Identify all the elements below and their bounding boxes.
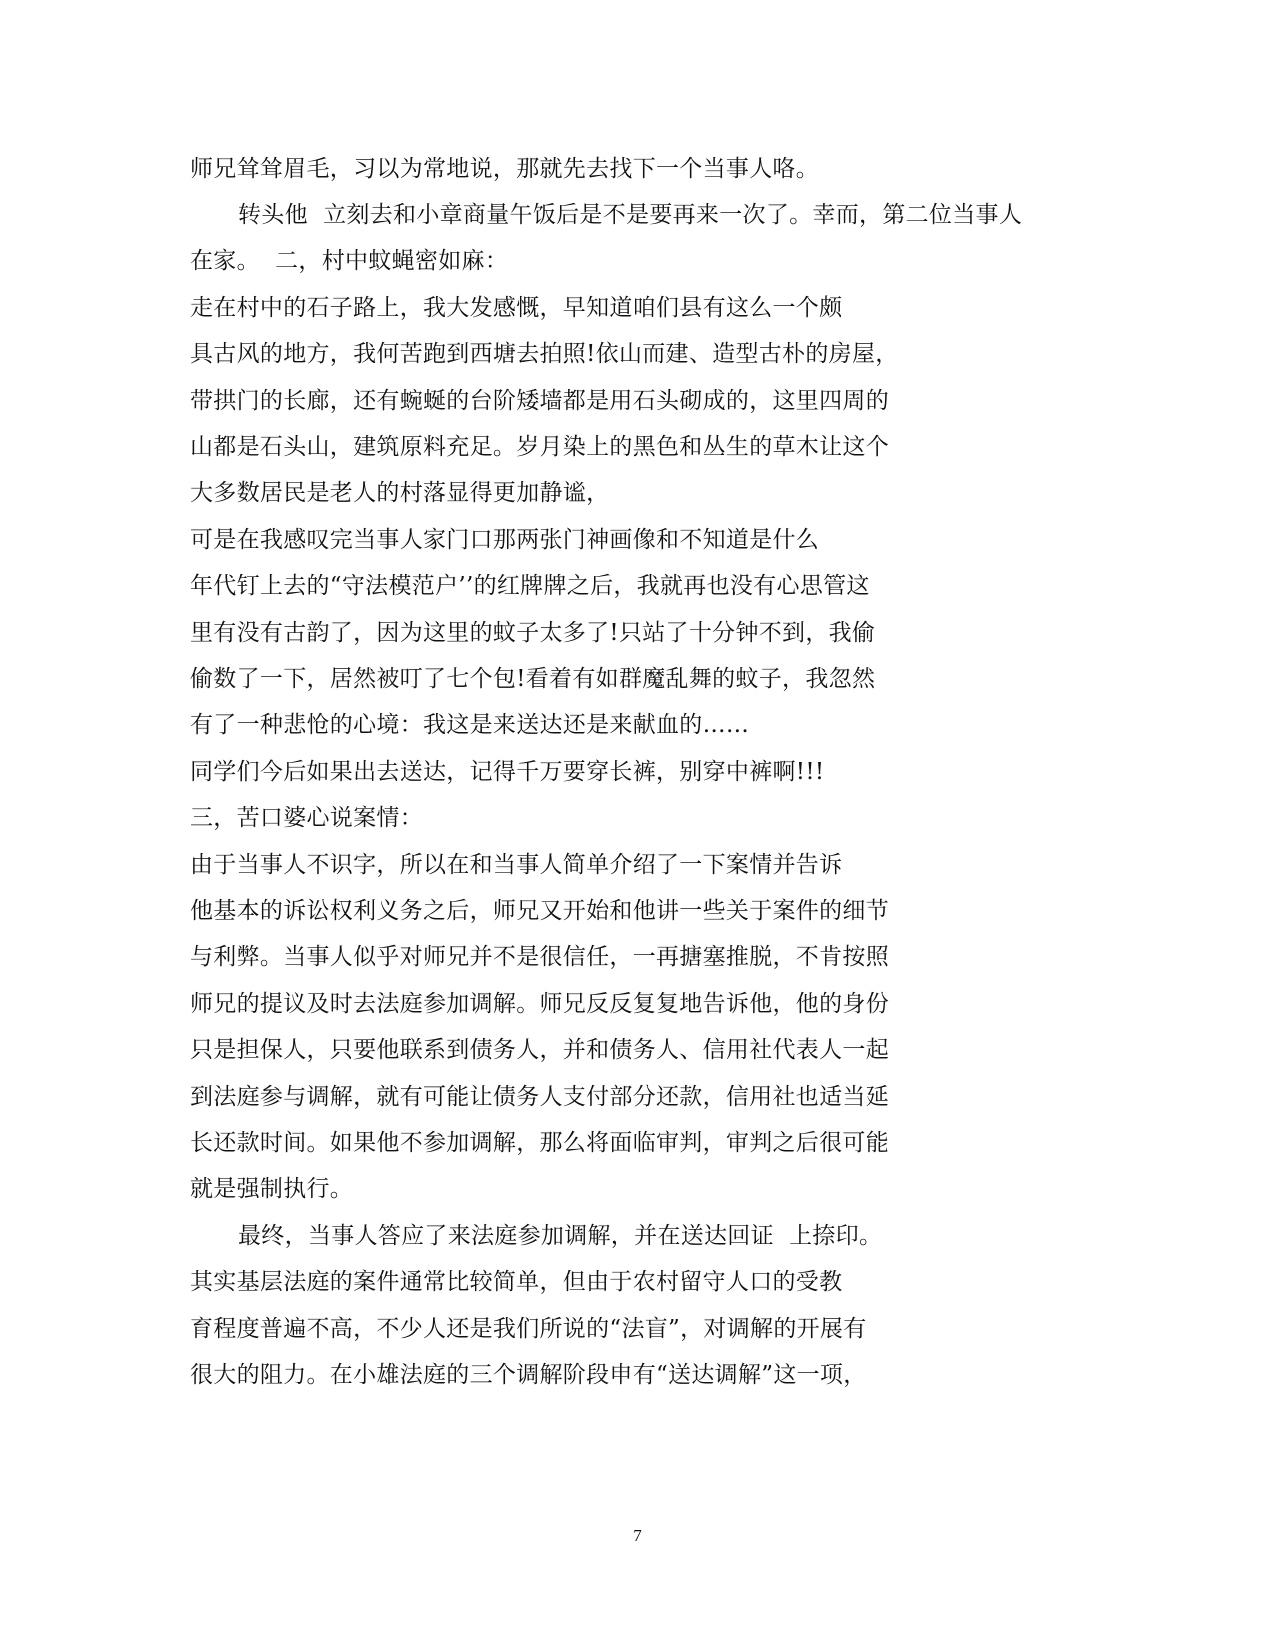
text-line: 同学们今后如果出去送达，记得千万要穿长裤，别穿中裤啊!!! [190,759,825,785]
text-line: 只是担保人，只要他联系到债务人，并和债务人、信用社代表人一起 [190,1037,889,1063]
text-line: 年代钉上去的“守法模范户’’的红牌牌之后，我就再也没有心思管这 [190,573,870,599]
text-line: 大多数居民是老人的村落显得更加静谧， [190,480,610,506]
text-line: 很大的阻力。在小雄法庭的三个调解阶段申有“送达调解”这一项， [190,1362,867,1388]
text-line: 他基本的诉讼权利义务之后，师兄又开始和他讲一些关于案件的细节 [190,898,889,924]
text-line: 育程度普遍不高，不少人还是我们所说的“法盲”，对调解的开展有 [190,1316,867,1342]
text-line: 到法庭参与调解，就有可能让债务人支付部分还款，信用社也适当延 [190,1084,889,1110]
text-line: 就是强制执行。 [190,1176,354,1202]
text-line: 最终，当事人答应了来法庭参加调解，并在送达回证 上捺印。 [238,1223,883,1249]
text-line: 带拱门的长廊，还有蜿蜒的台阶矮墙都是用石头砌成的，这里四周的 [190,388,889,414]
text-line: 其实基层法庭的案件通常比较简单，但由于农村留守人口的受教 [190,1269,843,1295]
text-line: 具古风的地方，我何苦跑到西塘去拍照!依山而建、造型古朴的房屋， [190,341,899,367]
text-line: 与利弊。当事人似乎对师兄并不是很信任，一再搪塞推脱，不肯按照 [190,944,889,970]
text-line: 师兄的提议及时去法庭参加调解。师兄反反复复地告诉他，他的身份 [190,991,889,1017]
text-line: 里有没有古韵了，因为这里的蚊子太多了!只站了十分钟不到，我偷 [190,620,876,646]
text-line: 师兄耸耸眉毛，习以为常地说，那就先去找下一个当事人咯。 [190,156,820,182]
text-line: 在家。 二，村中蚊蝇密如麻： [190,248,509,274]
text-line: 可是在我感叹完当事人家门口那两张门神画像和不知道是什么 [190,527,820,553]
text-line: 由于当事人不识字，所以在和当事人简单介绍了一下案情并告诉 [190,852,843,878]
text-line: 山都是石头山，建筑原料充足。岁月染上的黑色和丛生的草木让这个 [190,434,889,460]
text-line: 偷数了一下，居然被叮了七个包!看着有如群魔乱舞的蚊子，我忽然 [190,666,876,692]
section-heading: 三，苦口婆心说案情： [190,805,423,831]
text-line: 转头他 立刻去和小章商量午饭后是不是要再来一次了。幸而，第二位当事人 [238,202,1023,228]
text-line: 长还款时间。如果他不参加调解，那么将面临审判，审判之后很可能 [190,1130,889,1156]
page-number: 7 [633,1526,642,1545]
text-line: 有了一种悲怆的心境：我这是来送达还是来献血的…… [190,712,750,738]
text-line: 走在村中的石子路上，我大发感慨，早知道咱们县有这么一个颇 [190,295,843,321]
